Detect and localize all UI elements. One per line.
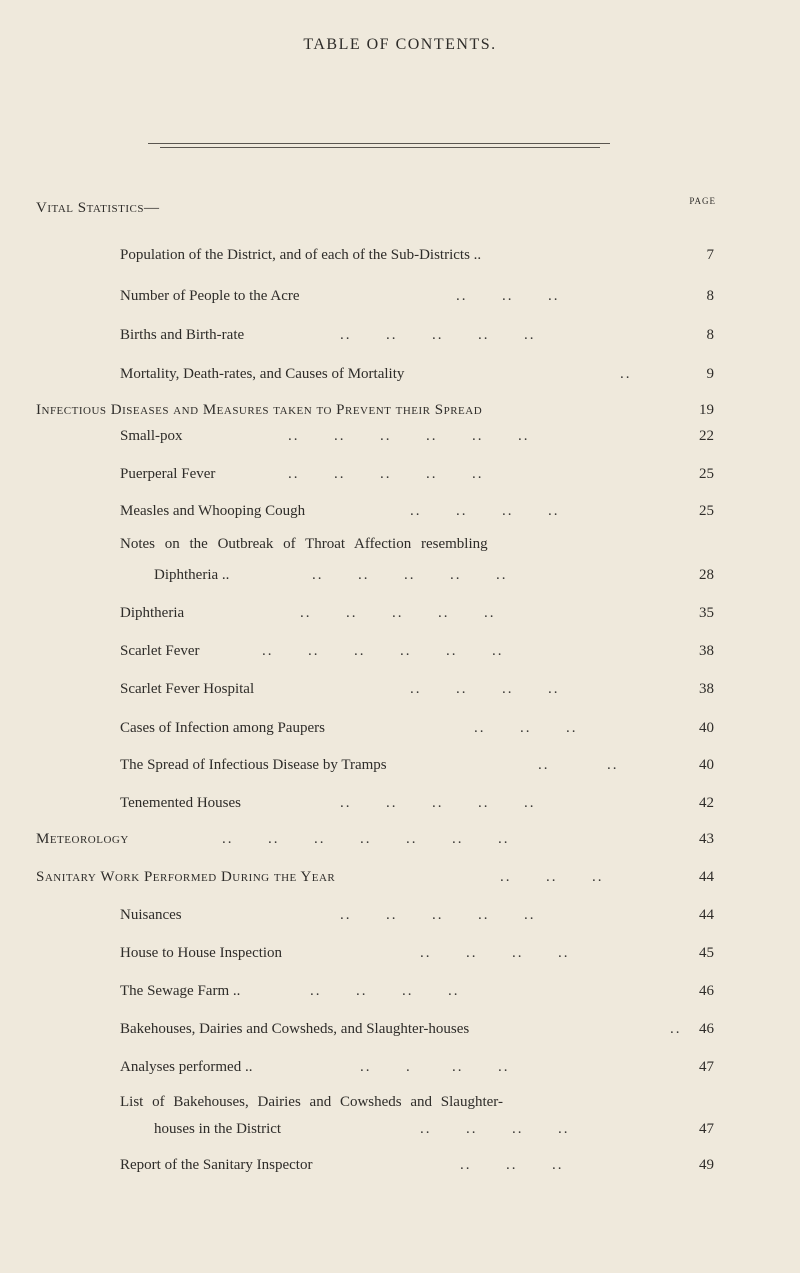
toc-label: Small-pox xyxy=(120,428,183,444)
toc-entry xyxy=(0,903,800,927)
toc-leader-dots: .. .. .. .. .. .. .. xyxy=(222,831,510,847)
toc-page-number: 46 xyxy=(699,1021,714,1037)
toc-label: Scarlet Fever xyxy=(120,643,200,659)
toc-label: Diphtheria xyxy=(120,605,185,621)
toc-entry xyxy=(0,499,800,523)
toc-leader-dots: .. .. .. xyxy=(456,288,560,304)
toc-page-number: 44 xyxy=(699,869,714,885)
toc-leader-dots: .. .. .. .. .. xyxy=(340,327,536,343)
toc-page-number: 49 xyxy=(699,1157,714,1173)
toc-entry xyxy=(0,243,800,267)
toc-label: The Spread of Infectious Disease by Tramps xyxy=(120,757,387,773)
toc-label: Nuisances xyxy=(120,907,182,923)
toc-page-number: 46 xyxy=(699,983,714,999)
toc-entry xyxy=(0,941,800,965)
toc-leader-dots: .. . .. .. xyxy=(360,1059,510,1075)
toc-label: Report of the Sanitary Inspector xyxy=(120,1157,313,1173)
toc-leader-dots: .. .. .. .. xyxy=(420,945,570,961)
toc-entry xyxy=(0,979,800,1003)
toc-entry xyxy=(0,1017,800,1041)
toc-entry xyxy=(0,462,800,486)
toc-entry xyxy=(0,1117,800,1141)
toc-leader-dots: .. .. .. .. xyxy=(420,1121,570,1137)
toc-entry xyxy=(0,284,800,308)
page-title: TABLE OF CONTENTS. xyxy=(303,36,497,53)
toc-label: List of Bakehouses, Dairies and Cowsheds and Slaughter- xyxy=(120,1094,503,1110)
toc-page-number: 47 xyxy=(699,1121,714,1137)
toc-entry xyxy=(0,677,800,701)
toc-leader-dots: .. .. .. .. .. xyxy=(300,605,496,621)
toc-leader-dots: .. .. .. .. .. xyxy=(340,795,536,811)
toc-page-number: 19 xyxy=(699,402,714,418)
toc-page-number: 40 xyxy=(699,757,714,773)
toc-label: Infectious Diseases and Measures taken to Prevent their Spread xyxy=(36,402,483,418)
toc-label: Puerperal Fever xyxy=(120,466,216,482)
toc-leader-dots: .. xyxy=(670,1021,682,1037)
toc-page-number: 47 xyxy=(699,1059,714,1075)
toc-entry-wrapped xyxy=(0,532,800,556)
toc-leader-dots: .. .. .. .. .. .. xyxy=(288,428,530,444)
toc-page-number: 40 xyxy=(699,720,714,736)
toc-section-meteorology xyxy=(0,827,800,851)
toc-page-number: 44 xyxy=(699,907,714,923)
toc-leader-dots: .. .. .. .. .. xyxy=(288,466,484,482)
toc-page-number: 25 xyxy=(699,503,714,519)
toc-entry xyxy=(0,323,800,347)
toc-entry xyxy=(0,716,800,740)
toc-label: Notes on the Outbreak of Throat Affection resembling xyxy=(120,536,488,552)
title-divider-bottom xyxy=(160,147,600,148)
toc-label: Diphtheria .. xyxy=(154,567,230,583)
toc-page-number: 38 xyxy=(699,681,714,697)
toc-entry xyxy=(0,1153,800,1177)
toc-label: The Sewage Farm .. xyxy=(120,983,241,999)
page-column-header: page xyxy=(689,192,716,207)
toc-entry xyxy=(0,563,800,587)
toc-label: Scarlet Fever Hospital xyxy=(120,681,255,697)
toc-page-number: 9 xyxy=(706,366,714,382)
toc-leader-dots: .. .. .. xyxy=(500,869,604,885)
toc-entry xyxy=(0,791,800,815)
toc-label: Analyses performed .. xyxy=(120,1059,253,1075)
toc-label: House to House Inspection xyxy=(120,945,283,961)
toc-label: Bakehouses, Dairies and Cowsheds, and Slaughter-houses xyxy=(120,1021,470,1037)
toc-page-number: 38 xyxy=(699,643,714,659)
toc-label: houses in the District xyxy=(154,1121,282,1137)
toc-leader-dots: .. .. .. .. .. xyxy=(312,567,508,583)
toc-leader-dots: .. .. .. .. xyxy=(410,681,560,697)
toc-leader-dots: .. .. .. xyxy=(474,720,578,736)
toc-section-vital-statistics xyxy=(0,196,800,220)
toc-entry xyxy=(0,362,800,386)
toc-page-number: 25 xyxy=(699,466,714,482)
title-divider-top xyxy=(148,143,610,144)
toc-label: Cases of Infection among Paupers xyxy=(120,720,325,736)
toc-label: Sanitary Work Performed During the Year xyxy=(36,869,336,885)
toc-leader-dots: .. .. .. .. .. xyxy=(340,907,536,923)
toc-page-number: 8 xyxy=(706,288,714,304)
toc-page-number: 43 xyxy=(699,831,714,847)
toc-page-number: 7 xyxy=(706,247,714,263)
toc-entry xyxy=(0,424,800,448)
toc-section-sanitary-work xyxy=(0,865,800,889)
toc-page-number: 8 xyxy=(706,327,714,343)
toc-page-number: 35 xyxy=(699,605,714,621)
toc-leader-dots: .. .. .. .. xyxy=(410,503,560,519)
toc-entry xyxy=(0,601,800,625)
toc-label: Measles and Whooping Cough xyxy=(120,503,306,519)
toc-entry xyxy=(0,1055,800,1079)
toc-page-number: 45 xyxy=(699,945,714,961)
toc-page-number: 28 xyxy=(699,567,714,583)
toc-leader-dots: .. .. .. .. .. .. xyxy=(262,643,504,659)
toc-label: Births and Birth-rate xyxy=(120,327,245,343)
toc-leader-dots: .. xyxy=(620,366,632,382)
toc-label: Tenemented Houses xyxy=(120,795,241,811)
toc-label: Population of the District, and of each of the Sub-Districts .. xyxy=(120,247,482,263)
toc-section-infectious-diseases xyxy=(0,398,800,422)
toc-label: Vital Statistics— xyxy=(36,200,160,216)
toc-page-number: 42 xyxy=(699,795,714,811)
toc-leader-dots: .. .. xyxy=(538,757,619,773)
toc-label: Number of People to the Acre xyxy=(120,288,300,304)
toc-entry-wrapped xyxy=(0,1090,800,1114)
toc-leader-dots: .. .. .. .. xyxy=(310,983,460,999)
toc-page-number: 22 xyxy=(699,428,714,444)
toc-label: Meteorology xyxy=(36,831,129,847)
toc-leader-dots: .. .. .. xyxy=(460,1157,564,1173)
toc-label: Mortality, Death-rates, and Causes of Mortality xyxy=(120,366,405,382)
toc-entry xyxy=(0,753,800,777)
toc-entry xyxy=(0,639,800,663)
